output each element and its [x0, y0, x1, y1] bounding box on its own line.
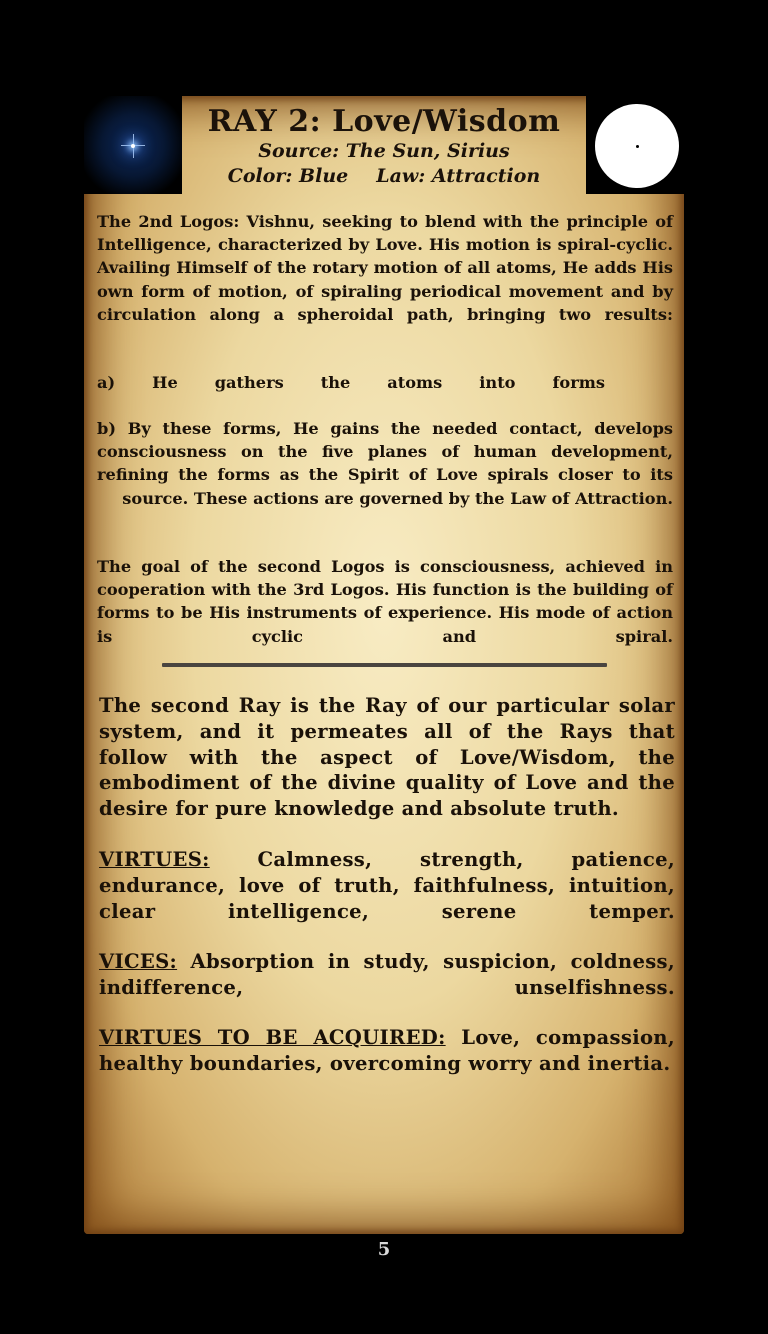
list-item-a: a) He gathers the atoms into forms: [97, 373, 605, 392]
page-title: RAY 2: Love/Wisdom: [207, 104, 561, 139]
ray-intro-paragraph: The second Ray is the Ray of our particular solar system, and it permeates all of the Rays that follow with the aspect of Love/Wisdom, the embodiment of the divine quality of Love and the desire for pure knowledge and absolute truth.: [99, 694, 675, 821]
acquire-text: Love, compassion, healthy boundaries, overcoming worry and inertia.: [99, 1026, 675, 1075]
color-label: Color: Blue: [227, 165, 349, 187]
law-label: Law: Attraction: [376, 165, 541, 187]
sun-center-dot: [636, 145, 639, 148]
sun-image: [586, 96, 684, 194]
section-divider: [162, 663, 607, 667]
vices-text: Absorption in study, suspicion, coldness, indifference, unselfishness.: [99, 950, 676, 999]
virtues-text: Calmness, strength, patience, endurance, love of truth, faithfulness, intuition, clear intelligence, serene temper.: [99, 848, 675, 923]
sirius-star-image: [84, 96, 182, 194]
acquire-heading: VIRTUES TO BE ACQUIRED:: [99, 1026, 446, 1049]
sun-icon: [595, 104, 679, 188]
vices-paragraph: [99, 949, 675, 1001]
vices-heading: VICES:: [99, 950, 178, 973]
page-number: 5: [377, 1239, 391, 1260]
source-line: Source: The Sun, Sirius: [258, 140, 510, 162]
list-item-b: b) By these forms, He gains the needed contact, develops consciousness on the five planes of human development, refining the forms as the Spirit of Love spirals closer to its source. These actions are governed by the Law of Attraction.: [97, 419, 673, 508]
virtues-paragraph: [99, 847, 675, 924]
title-block: [182, 96, 586, 194]
acquire-paragraph: [99, 1025, 675, 1077]
virtues-heading: VIRTUES:: [99, 848, 210, 871]
goal-paragraph: The goal of the second Logos is consciousness, achieved in cooperation with the 3rd Logos. His function is the building of forms to be His instruments of experience. His mode of action is cyclic and spiral.: [97, 557, 673, 646]
logos-paragraph: The 2nd Logos: Vishnu, seeking to blend with the principle of Intelligence, characterized by Love. His motion is spiral-cyclic. Availing Himself of the rotary motion of all atoms, He adds His own form of motion, of spiraling periodical movement and by circulation along a spheroidal path, bringing two results:: [97, 212, 673, 324]
color-law-line: [182, 164, 586, 189]
star-icon: [131, 144, 135, 148]
card-header: [84, 96, 684, 194]
